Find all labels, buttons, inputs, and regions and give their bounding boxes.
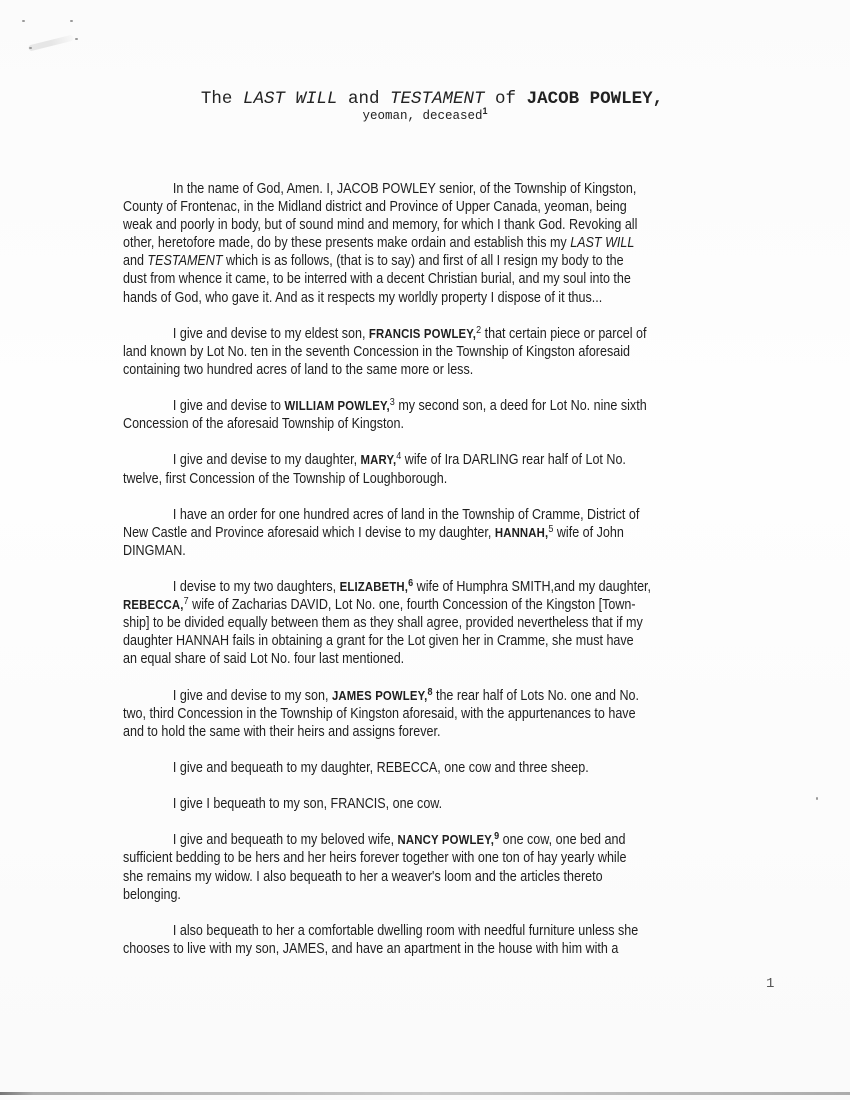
text-line [123, 524, 794, 542]
paragraph-preamble [123, 180, 794, 307]
text-line: I have an order for one hundred acres of land in the Township of Cramme, District of [172, 506, 640, 523]
text-line [123, 578, 794, 596]
text-run: I give and devise to my eldest son, [172, 325, 369, 342]
text-run: I give and devise to my daughter, [172, 452, 361, 469]
text-run: that certain piece or parcel of [481, 325, 647, 342]
text-line: and to hold the same with their heirs and assigns forever. [123, 723, 441, 740]
text-run: wife of John [553, 524, 624, 541]
beneficiary-name: WILLIAM POWLEY, [284, 398, 390, 414]
footnote-marker: 5 [548, 522, 554, 535]
scan-speck [816, 797, 818, 800]
text-line: two, third Concession in the Township of Kingston aforesaid, with the appurtenances to have [123, 705, 636, 722]
text-run: I give and devise to [172, 398, 285, 415]
paragraph-william [123, 397, 794, 433]
text-line [123, 596, 794, 614]
text-run: one cow, one bed and [499, 832, 626, 849]
text-run: I devise to my two daughters, [172, 579, 340, 596]
beneficiary-name: NANCY POWLEY, [397, 832, 495, 848]
beneficiary-name: REBECCA, [123, 597, 184, 613]
document-subtitle [0, 106, 850, 124]
scan-speck [75, 38, 78, 40]
text-run: wife of Humphra SMITH,and my daughter, [413, 579, 652, 596]
subtitle-text: yeoman, deceased [362, 109, 483, 123]
footnote-marker: 6 [408, 577, 414, 590]
paragraph-nancy [123, 831, 794, 903]
text-line [123, 325, 794, 343]
footnote-marker: 2 [476, 323, 482, 336]
text-line: belonging. [123, 886, 181, 903]
footnote-marker: 3 [389, 396, 395, 409]
paragraph-hannah [123, 506, 794, 560]
text-line: I also bequeath to her a comfortable dwelling room with needful furniture unless she [172, 922, 639, 939]
text-line: land known by Lot No. ten in the seventh Concession in the Township of Kingston aforesaid [123, 343, 630, 360]
footnote-marker: 9 [494, 830, 500, 843]
text-run: I give and bequeath to my beloved wife, [172, 832, 398, 849]
text-run: wife of Ira DARLING rear half of Lot No. [401, 452, 626, 469]
text-line: hands of God, who gave it. And as it respects my worldly property I dispose of it thus... [123, 289, 603, 306]
text-line: ship] to be divided equally between them as they shall agree, provided nevertheless that if my [123, 615, 643, 632]
text-line: daughter HANNAH fails in obtaining a grant for the Lot given her in Cramme, she must have [123, 633, 634, 650]
text-run: wife of Zacharias DAVID, Lot No. one, fourth Concession of the Kingston [Town- [188, 597, 636, 614]
title-name: JACOB POWLEY, [526, 89, 664, 109]
footnote-marker: 8 [427, 685, 433, 698]
text-line [123, 831, 794, 849]
text-run: New Castle and Province aforesaid which I devise to my daughter, [123, 524, 495, 541]
scan-speck [29, 47, 32, 49]
paragraph-elizabeth-rebecca [123, 578, 794, 668]
title-testament: TESTAMENT [390, 89, 485, 109]
scan-speck [22, 20, 25, 22]
text-line: twelve, first Concession of the Township of Loughborough. [123, 470, 448, 487]
paragraph-james [123, 687, 794, 741]
text-line [123, 234, 794, 252]
scan-smudge [28, 35, 74, 52]
title-and: and [347, 89, 380, 109]
footnote-marker: 7 [183, 595, 189, 608]
text-line: she remains my widow. I also bequeath to her a weaver's loom and the articles thereto [123, 868, 603, 885]
text-line: DINGMAN. [123, 542, 186, 559]
text-line: weak and poorly in body, but of sound mind and memory, for which I thank God. Revoking all [123, 217, 638, 234]
text-run: other, heretofore made, do by these presents make ordain and establish this my [123, 235, 571, 252]
scan-bottom-edge [0, 1092, 850, 1095]
beneficiary-name: FRANCIS POWLEY, [368, 325, 477, 341]
italic-text: LAST WILL [570, 235, 635, 252]
text-line: containing two hundred acres of land to the same more or less. [123, 361, 474, 378]
page-number: 1 [766, 976, 775, 992]
beneficiary-name: HANNAH, [494, 524, 549, 540]
title-of: of [495, 89, 517, 109]
text-line [123, 397, 794, 415]
text-line [123, 687, 794, 705]
paragraph-francis-cow [123, 795, 794, 813]
footnote-marker: 1 [482, 106, 488, 116]
beneficiary-name: MARY, [360, 452, 397, 468]
paragraph-francis [123, 325, 794, 379]
text-line: chooses to live with my son, JAMES, and have an apartment in the house with him with a [123, 940, 619, 957]
beneficiary-name: JAMES POWLEY, [331, 687, 428, 703]
text-line: an equal share of said Lot No. four last mentioned. [123, 651, 405, 668]
footnote-marker: 4 [396, 450, 402, 463]
text-run: the rear half of Lots No. one and No. [432, 687, 639, 704]
paragraph-mary [123, 451, 794, 487]
text-line [123, 451, 794, 469]
title-last-will: LAST WILL [242, 89, 338, 109]
paragraph-rebecca-cow [123, 759, 794, 777]
text-run: my second son, a deed for Lot No. nine sixth [394, 398, 647, 415]
text-run: and [123, 253, 148, 270]
title-prefix: The [200, 89, 233, 109]
text-line: I give I bequeath to my son, FRANCIS, one cow. [172, 796, 443, 813]
scan-speck [70, 20, 73, 22]
text-line: Concession of the aforesaid Township of Kingston. [123, 416, 404, 433]
text-line: County of Frontenac, in the Midland district and Province of Upper Canada, yeoman, being [123, 199, 627, 216]
text-line: In the name of God, Amen. I, JACOB POWLEY senior, of the Township of Kingston, [172, 181, 637, 197]
text-run: which is as follows, (that is to say) and first of all I resign my body to the [222, 253, 624, 270]
title-block [0, 89, 850, 124]
beneficiary-name: ELIZABETH, [339, 579, 409, 595]
text-line: dust from whence it came, to be interred with a decent Christian burial, and my soul into the [123, 271, 631, 288]
will-body [123, 180, 794, 976]
text-run: I give and devise to my son, [172, 687, 332, 704]
text-line [123, 252, 794, 270]
document-title [0, 89, 850, 109]
italic-text: TESTAMENT [147, 253, 223, 270]
paragraph-dwelling [123, 922, 794, 958]
text-line: sufficient bedding to be hers and her heirs forever together with one ton of hay yearly while [123, 850, 627, 867]
text-line: I give and bequeath to my daughter, REBECCA, one cow and three sheep. [172, 760, 589, 776]
